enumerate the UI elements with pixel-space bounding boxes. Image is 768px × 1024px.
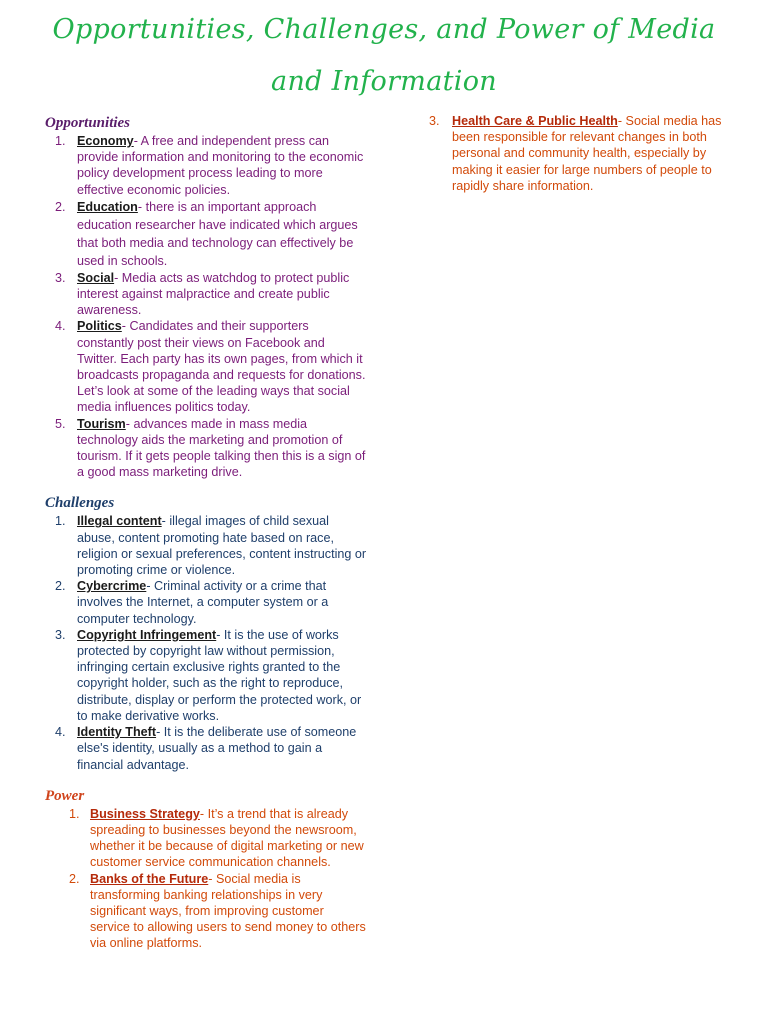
item-text: - It’s a trend that is already spreading to businesses beyond the newsroom, whether it be because of digital marketing or new customer service communication channels. bbox=[90, 806, 364, 870]
list-item bbox=[45, 578, 367, 627]
list-item bbox=[45, 270, 367, 319]
opportunities-heading: Opportunities bbox=[45, 115, 131, 131]
item-text: - advances made in mass media technology aids the marketing and promotion of tourism. If it gets people talking then this is a sign of a good mass marketing drive. bbox=[77, 416, 366, 480]
item-term: Cybercrime bbox=[77, 579, 147, 594]
item-number: 3. bbox=[429, 114, 440, 128]
item-text: - It is the use of works protected by copyright law without permission, infringing certain exclusive rights granted to the copyright holder, such as the right to reproduce, distribute, display or perform the protected work, or to make derivative works. bbox=[77, 627, 362, 723]
right-column bbox=[420, 113, 730, 194]
item-term: Health Care & Public Health bbox=[452, 114, 618, 128]
list-item bbox=[45, 416, 367, 481]
opportunities-list bbox=[45, 133, 367, 480]
item-term: Illegal content bbox=[77, 514, 162, 529]
list-item bbox=[420, 113, 730, 194]
item-number: 2. bbox=[55, 199, 66, 214]
item-term: Education bbox=[77, 199, 138, 214]
list-item bbox=[45, 627, 367, 724]
item-term: Economy bbox=[77, 134, 134, 148]
list-item bbox=[45, 318, 367, 415]
challenges-list bbox=[45, 513, 367, 772]
item-term: Banks of the Future bbox=[90, 871, 209, 886]
opportunities-section bbox=[45, 113, 367, 480]
item-number: 2. bbox=[55, 579, 66, 594]
item-text: - Social media is transforming banking relationships in very significant ways, from improving customer service to allowing users to send money to others via online platforms. bbox=[90, 871, 366, 951]
list-item bbox=[45, 724, 367, 773]
power-list bbox=[45, 806, 367, 952]
item-text: - Social media has been responsible for relevant changes in both personal and community health, especially by making it easier for large numbers of people to rapidly share information. bbox=[452, 114, 722, 193]
item-number: 4. bbox=[55, 725, 66, 740]
list-item bbox=[45, 806, 367, 871]
challenges-section bbox=[45, 493, 367, 772]
item-text: - A free and independent press can provide information and monitoring to the economic policy development process leading to more effective economic policies. bbox=[77, 134, 364, 197]
list-item bbox=[45, 198, 367, 270]
item-text: - Criminal activity or a crime that involves the Internet, a computer system or a computer technology. bbox=[77, 579, 329, 626]
item-term: Politics bbox=[77, 319, 122, 334]
item-term: Copyright Infringement bbox=[77, 627, 217, 642]
item-text: - illegal images of child sexual abuse, content promoting hate based on race, religion or sexual preferences, content instructing or promoting crime or violence. bbox=[77, 514, 367, 578]
power-continued bbox=[420, 113, 730, 194]
item-number: 3. bbox=[55, 627, 66, 642]
item-term: Social bbox=[77, 270, 115, 285]
list-item bbox=[45, 513, 367, 578]
document-title: Opportunities, Challenges, and Power of Media and Information bbox=[52, 14, 716, 97]
item-number: 3. bbox=[55, 270, 66, 285]
item-text: - Candidates and their supporters constantly post their views on Facebook and Twitter. Each party has its own pages, from which it broadcasts propaganda and requests for donations. Let’s look at some of the leading ways that social media influences politics today. bbox=[77, 319, 366, 415]
power-list-continued bbox=[420, 113, 730, 194]
item-number: 5. bbox=[55, 416, 66, 431]
item-term: Identity Theft bbox=[77, 725, 157, 740]
item-number: 4. bbox=[55, 319, 66, 334]
item-number: 1. bbox=[55, 134, 66, 148]
item-number: 1. bbox=[69, 806, 80, 821]
item-term: Tourism bbox=[77, 416, 126, 431]
power-section bbox=[45, 786, 367, 952]
list-item bbox=[45, 133, 367, 198]
list-item bbox=[45, 871, 367, 952]
power-heading: Power bbox=[45, 787, 85, 804]
item-term: Business Strategy bbox=[90, 806, 200, 821]
item-text: - there is an important approach education researcher have indicated which argues that both media and technology can effectively be used in schools. bbox=[77, 199, 358, 268]
item-text: - Media acts as watchdog to protect public interest against malpractice and create public awareness. bbox=[77, 270, 350, 318]
left-column bbox=[45, 113, 367, 965]
item-text: - It is the deliberate use of someone else's identity, usually as a method to gain a financial advantage. bbox=[77, 725, 357, 772]
challenges-heading: Challenges bbox=[45, 495, 115, 512]
item-number: 1. bbox=[55, 514, 66, 529]
item-number: 2. bbox=[69, 871, 80, 886]
